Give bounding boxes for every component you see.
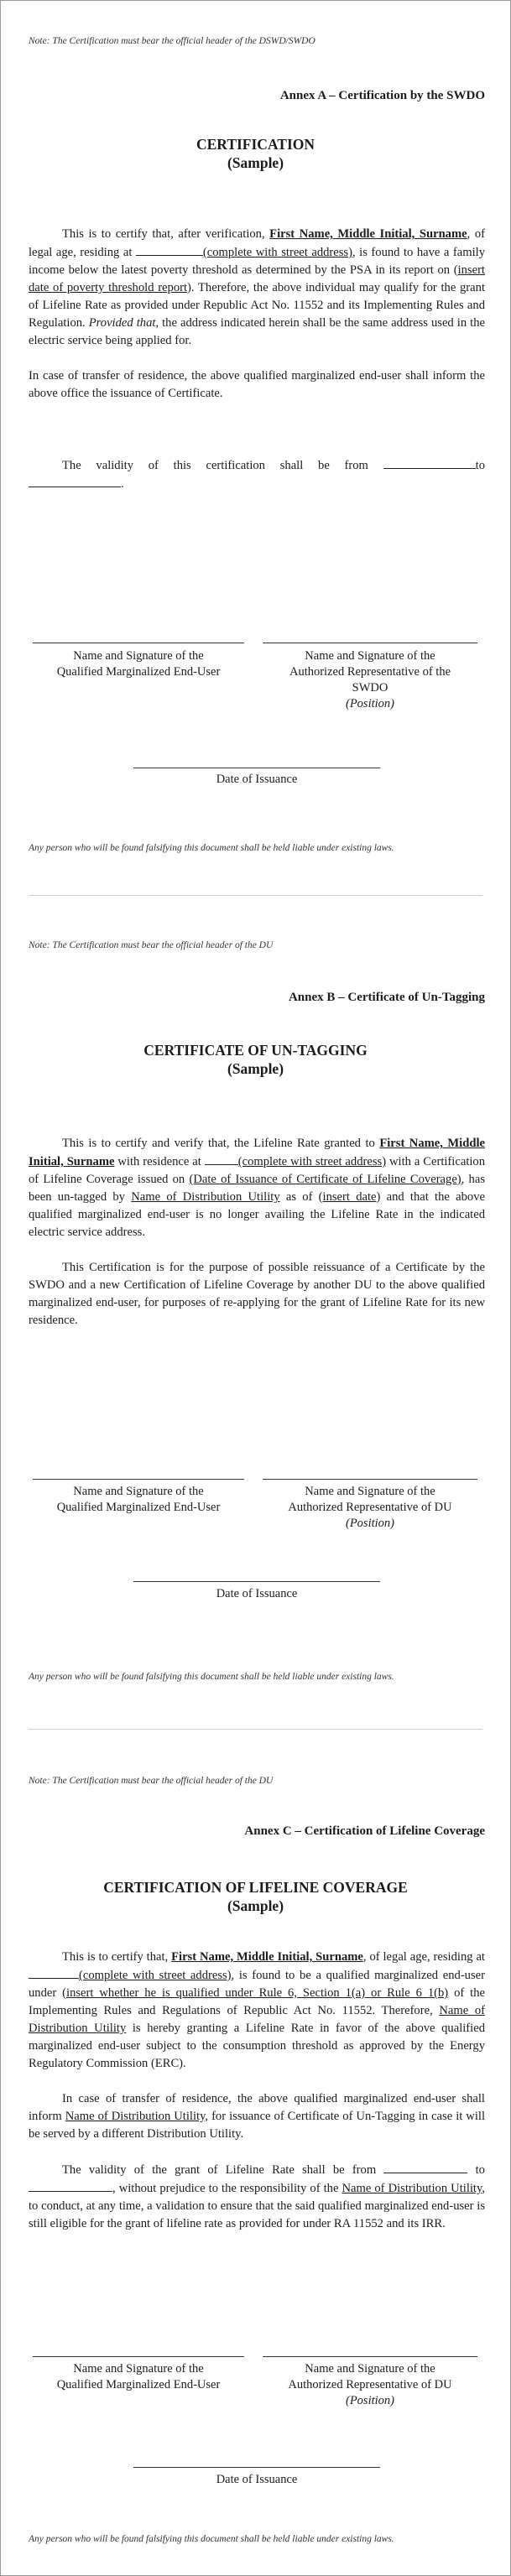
annex-a-address-field: (complete with street address) [202,246,352,259]
annex-b-paragraph-2: This Certification is for the purpose of possible reissuance of a Certificate by the SWDO and a new Certification of Lifeline Coverage by another DU to the above qualified marginalized end-user, for purposes of re-applying for the grant of Lifeline Rate for its new residence. [29,1261,485,1327]
annex-b-date-line [133,1581,380,1582]
annex-c-enduser-signature-label: Name and Signature of the Qualified Marginalized End-User [56,2362,221,2391]
annex-a-heading: Annex A – Certification by the SWDO [279,89,485,102]
annex-a-title [1,135,510,172]
annex-c-du-signature-label: Name and Signature of the Authorized Representative of DU (Position) [288,2362,452,2407]
section-divider-2 [29,1729,482,1730]
annex-c-body [29,1949,485,2233]
annex-a-address-blank [136,243,203,256]
annex-c-du-name-field-3: Name of Distribution Utility [342,2182,482,2195]
annex-b-enduser-signature-line [33,1479,244,1480]
annex-a-footer-warning: Any person who will be found falsifying this document shall be held liable under existing laws. [29,843,394,853]
annex-c-title [1,1878,510,1915]
annex-b-address-blank [205,1153,238,1165]
annex-c-enduser-signature-line [33,2356,244,2357]
annex-a-body [29,226,485,493]
annex-b-title [1,1041,510,1078]
annex-c-du-signature-line [263,2356,477,2357]
annex-a-validity-to-blank [29,475,121,487]
annex-b-untag-date-field: insert date [322,1190,377,1204]
section-divider-1 [29,895,482,896]
annex-c-header-note: Note: The Certification must bear the official header of the DU [29,1776,274,1786]
annex-c-name-field: First Name, Middle Initial, Surname [171,1950,363,1964]
annex-a-paragraph-1: This is to certify that, after verification, First Name, Middle Initial, Surname, of legal age, residing at (complete with street address), is found to have a family income below the latest poverty threshold as determined by the PSA in its report on (insert date of poverty threshold report). Therefore, the above individual may qualify for the grant of Lifeline Rate as provided under Republic Act No. 11552 and its Implementing Rules and Regulation. Provided that, the address indicated herein shall be the same address used in the electric service being applied for. [29,227,486,347]
annex-c-paragraph-3: The validity of the grant of Lifeline Rate shall be from to , without prejudice to the responsibility of the Name of Distribution Utility, to conduct, at any time, a validation to ensure that the said qualified marginalized end-user is still eligible for the grant of lifeline rate as provided for under RA 11552 and its IRR. [29,2161,485,2233]
annex-b-title-sub: (Sample) [227,1060,284,1077]
annex-c-validity-from-blank [383,2161,467,2173]
annex-a-validity-from-blank [383,456,476,469]
annex-b-body [29,1135,485,1330]
annex-c-du-name-field-2: Name of Distribution Utility, [65,2110,209,2123]
annex-b-footer-warning: Any person who will be found falsifying this document shall be held liable under existing laws. [29,1672,394,1682]
annex-b-header-note: Note: The Certification must bear the official header of the DU [29,940,274,950]
annex-c-address-blank [29,1966,79,1979]
annex-c-paragraph-1: This is to certify that, First Name, Middle Initial, Surname, of legal age, residing at (complete with street address), is found to be a qualified marginalized end-user under (insert whether he is qualified under Rule 6, Section 1(a) or Rule 6 1(b) of the Implementing Rules and Regulations of Republic Act No. 11552. Therefore, Name of Distribution Utility is hereby granting a Lifeline Rate in favor of the above qualified marginalized end-user subject to the consumption threshold as approved by the Energy Regulatory Commission (ERC). [29,1950,485,2070]
annex-b-du-signature-label: Name and Signature of the Authorized Representative of DU (Position) [288,1485,452,1530]
annex-c-address-field: (complete with street address) [79,1969,232,1982]
annex-a-date-label: Date of Issuance [216,773,298,786]
annex-a-paragraph-3: The validity of this certification shall be from to . [29,456,485,493]
annex-c-qualification-field: insert whether he is qualified under Rule 6, Section 1(a) or Rule 6 1(b) [66,1986,449,2000]
annex-b-name-field: First Name, Middle Initial, Surname [29,1137,485,1168]
annex-b-issuance-date-field: (Date of Issuance of Certificate of Lifeline Coverage) [189,1173,461,1186]
annex-c-validity-to-blank [29,2179,112,2192]
annex-c-paragraph-2: In case of transfer of residence, the above qualified marginalized end-user shall inform Name of Distribution Utility, for issuance of Certificate of Un-Tagging in case it will be served by a different Distribution Utility. [29,2092,486,2141]
annex-b-heading: Annex B – Certificate of Un-Tagging [288,991,485,1004]
annex-b-enduser-signature-label: Name and Signature of the Qualified Marginalized End-User [56,1485,221,1514]
annex-c-date-line [133,2467,380,2468]
annex-c-date-label: Date of Issuance [216,2473,298,2486]
annex-a-paragraph-2: In case of transfer of residence, the above qualified marginalized end-user shall inform the above office the issuance of Certificate. [29,369,485,400]
annex-a-enduser-signature-label: Name and Signature of the Qualified Marginalized End-User [56,649,221,679]
annex-a-title-main: CERTIFICATION [196,136,315,153]
annex-c-heading: Annex C – Certification of Lifeline Coverage [244,1824,485,1838]
annex-c-du-name-field: Name of Distribution Utility [29,2004,485,2035]
annex-a-poverty-report-field: insert date of poverty threshold report [29,263,485,294]
annex-a-title-sub: (Sample) [227,154,284,171]
annex-b-date-label: Date of Issuance [216,1587,298,1600]
annex-b-title-main: CERTIFICATE OF UN-TAGGING [143,1042,368,1059]
annex-c-title-main: CERTIFICATION OF LIFELINE COVERAGE [103,1879,408,1896]
annex-b-du-signature-line [263,1479,477,1480]
annex-b-paragraph-1: This is to certify and verify that, the Lifeline Rate granted to First Name, Middle Initial, Surname with residence at (complete with street address) with a Certification of Lifeline Coverage issued on (Date of Issuance of Certificate of Lifeline Coverage), has been un-tagged by Name of Distribution Utility as of (insert date) and that the above qualified marginalized end-user is no longer availing the Lifeline Rate in the indicated electric service address. [29,1137,486,1239]
annex-c-title-sub: (Sample) [227,1897,284,1914]
annex-a-name-field: First Name, Middle Initial, Surname [269,227,467,241]
annex-a-swdo-signature-label: Name and Signature of the Authorized Representative of the SWDO (Position) [289,649,451,710]
annex-c-footer-warning: Any person who will be found falsifying this document shall be held liable under existing laws. [29,2534,394,2544]
annex-a-header-note: Note: The Certification must bear the official header of the DSWD/SWDO [29,36,315,46]
annex-b-du-name-field: Name of Distribution Utility [131,1190,280,1204]
annex-b-address-field: (complete with street address) [237,1155,387,1168]
